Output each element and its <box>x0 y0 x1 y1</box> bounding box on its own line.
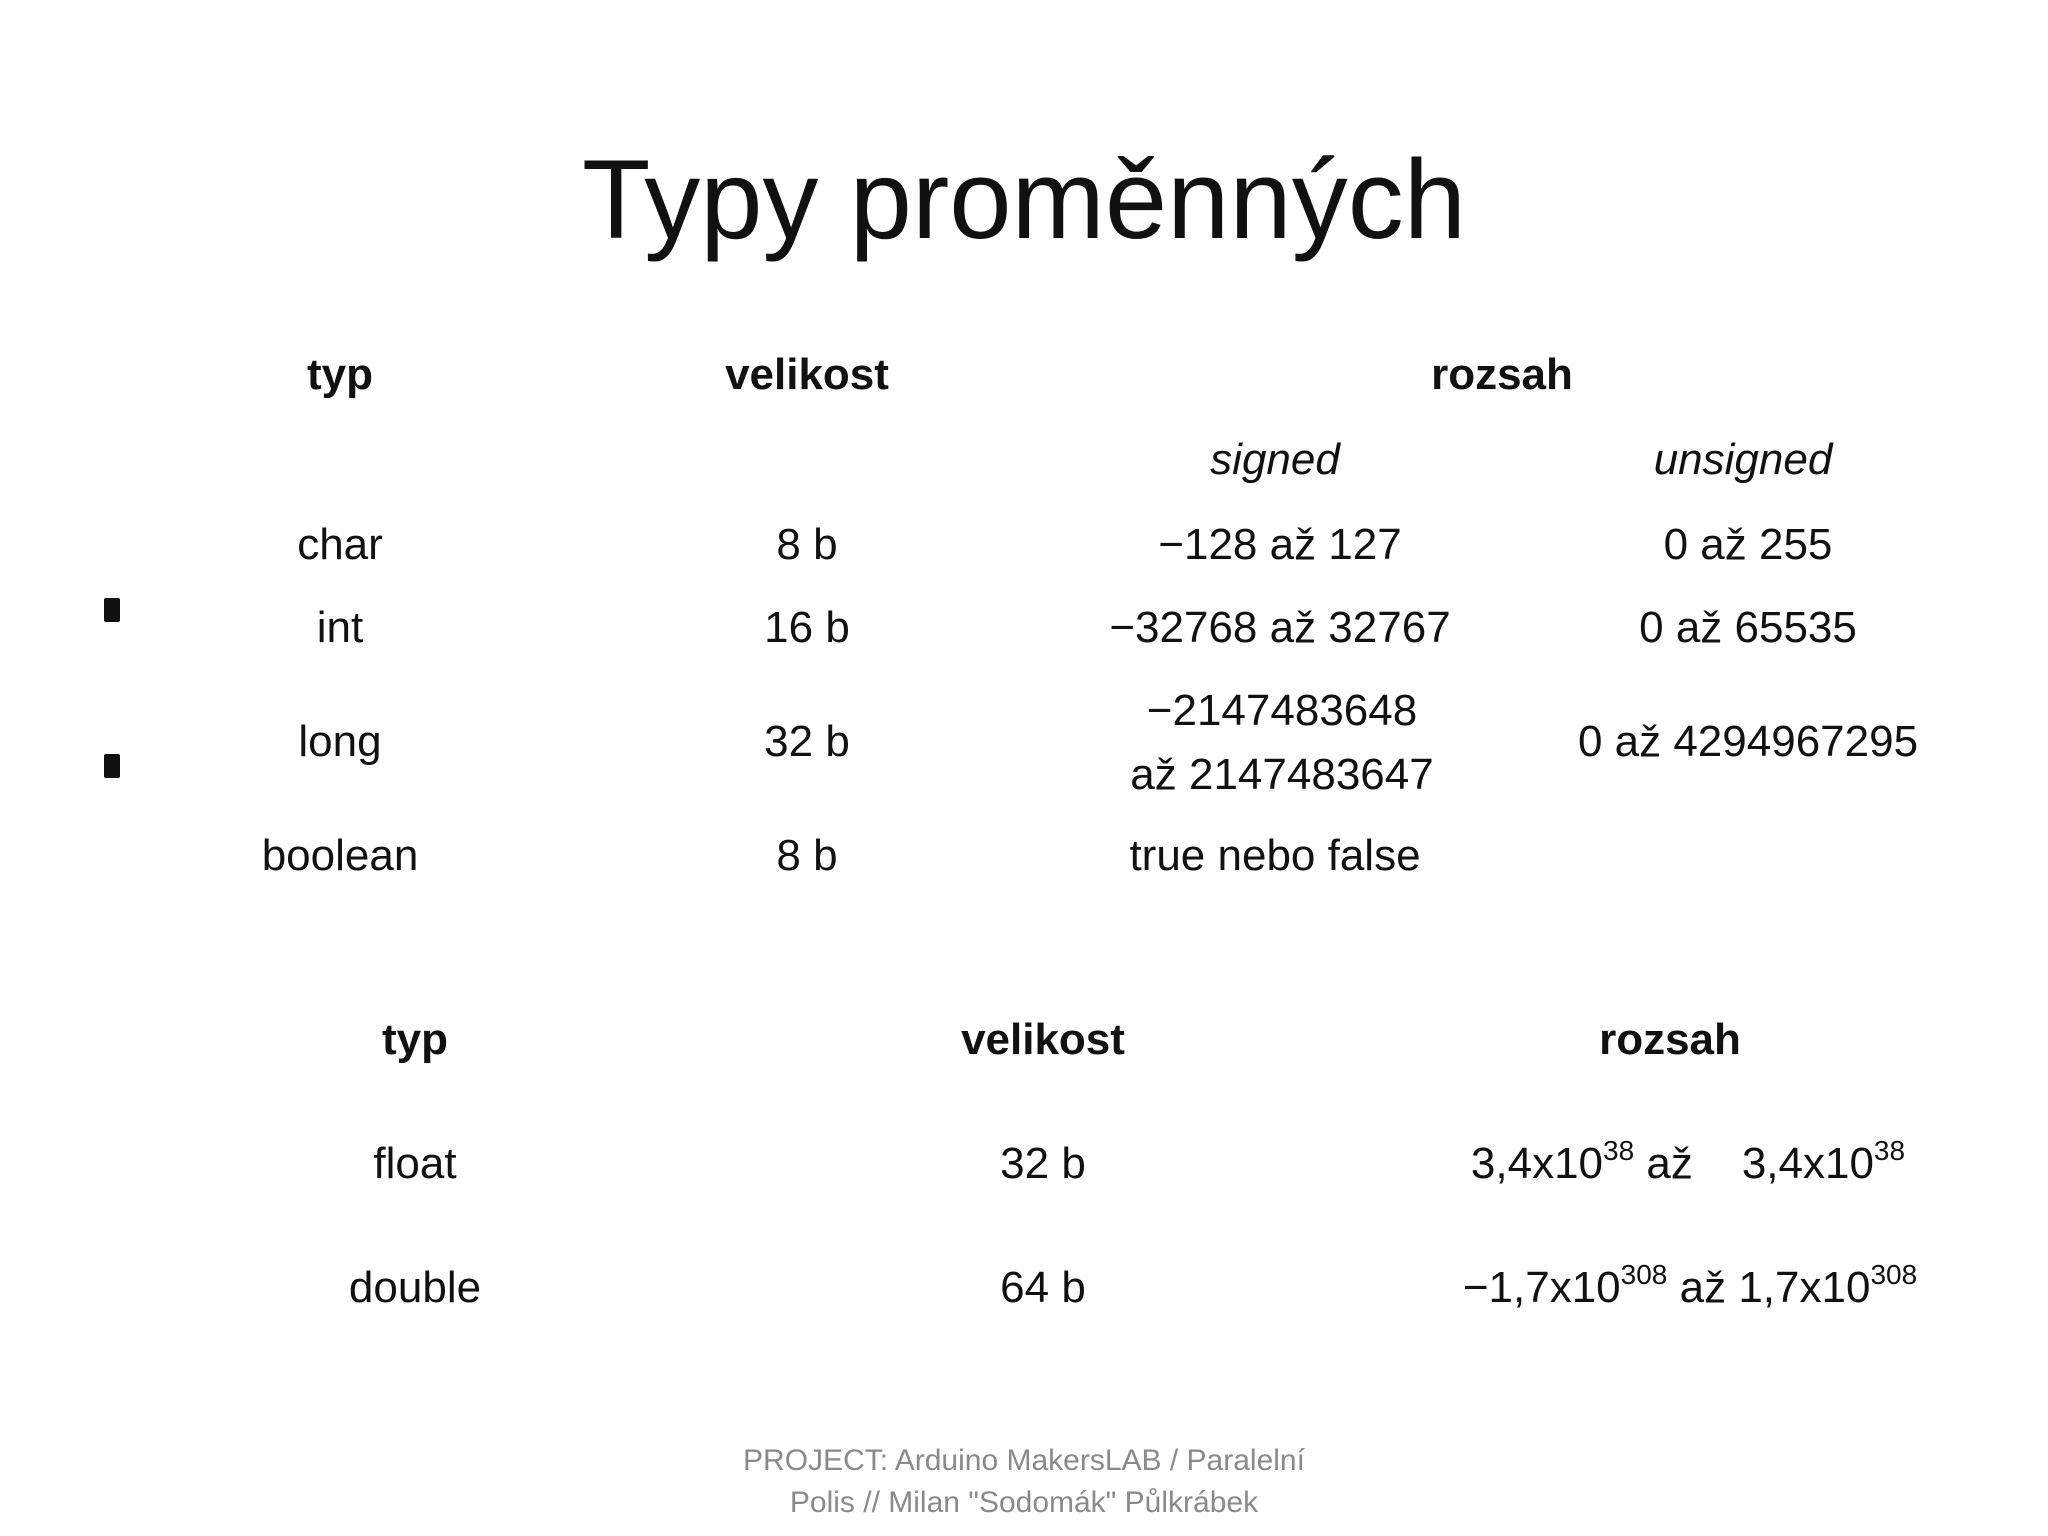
table1-cell-signed-line1: −2147483648 <box>1146 686 1418 735</box>
table2-header-velikost: velikost <box>961 1015 1125 1064</box>
range-from-base: −1,7x10 <box>1462 1263 1621 1312</box>
table1-cell-signed: −32768 až 32767 <box>1109 603 1451 652</box>
range-from-exponent: 308 <box>1620 1259 1668 1290</box>
range-from-exponent: 38 <box>1603 1135 1635 1166</box>
table2-cell-rozsah <box>1463 1258 1917 1323</box>
table1-cell-velikost: 8 b <box>776 831 838 880</box>
table1-subheader-unsigned: unsigned <box>1653 435 1833 484</box>
table1-cell-velikost: 8 b <box>776 520 838 569</box>
footer-credit <box>0 1440 2048 1524</box>
range-to-exponent: 38 <box>1873 1135 1906 1166</box>
range-separator: až <box>1679 1263 1727 1312</box>
bullet-marker <box>104 754 120 778</box>
table1-cell-velikost: 32 b <box>764 717 850 766</box>
table1-cell-typ: int <box>316 603 364 652</box>
table1-header-velikost: velikost <box>725 350 889 399</box>
range-separator: až <box>1646 1139 1693 1188</box>
table1-cell-signed: true nebo false <box>1129 831 1421 880</box>
table1-cell-unsigned: 0 až 255 <box>1663 520 1833 569</box>
table2-cell-rozsah <box>1471 1134 1905 1199</box>
range-from-base: 3,4x10 <box>1470 1139 1604 1188</box>
table1-header-rozsah: rozsah <box>1431 350 1573 399</box>
table2-header-rozsah: rozsah <box>1599 1015 1741 1064</box>
table1-cell-unsigned: 0 až 4294967295 <box>1577 717 1919 766</box>
table2-header-typ: typ <box>382 1015 448 1064</box>
table1-cell-typ: long <box>298 717 382 766</box>
bullet-marker <box>104 598 120 622</box>
table2-cell-typ: double <box>348 1263 482 1312</box>
table2-cell-velikost: 32 b <box>1000 1139 1086 1188</box>
table1-cell-signed-line2: až 2147483647 <box>1130 750 1434 799</box>
range-to-base: 3,4x10 <box>1741 1139 1874 1188</box>
footer-line-2: Polis // Milan "Sodomák" Půlkrábek <box>789 1486 1259 1519</box>
range-to-base: 1,7x10 <box>1738 1263 1871 1312</box>
table1-cell-typ: char <box>297 520 383 569</box>
range-to-exponent: 308 <box>1870 1259 1918 1290</box>
table2-cell-typ: float <box>373 1139 457 1188</box>
table1-cell-typ: boolean <box>261 831 419 880</box>
table1-cell-unsigned: 0 až 65535 <box>1639 603 1857 652</box>
slide-title: Typy proměnných <box>582 137 1466 262</box>
table1-cell-signed: −128 až 127 <box>1158 520 1402 569</box>
table1-subheader-signed: signed <box>1210 435 1340 484</box>
table1-cell-velikost: 16 b <box>764 603 850 652</box>
table2-cell-velikost: 64 b <box>1000 1263 1086 1312</box>
table1-header-typ: typ <box>307 350 373 399</box>
footer-line-1: PROJECT: Arduino MakersLAB / Paralelní <box>743 1444 1305 1477</box>
